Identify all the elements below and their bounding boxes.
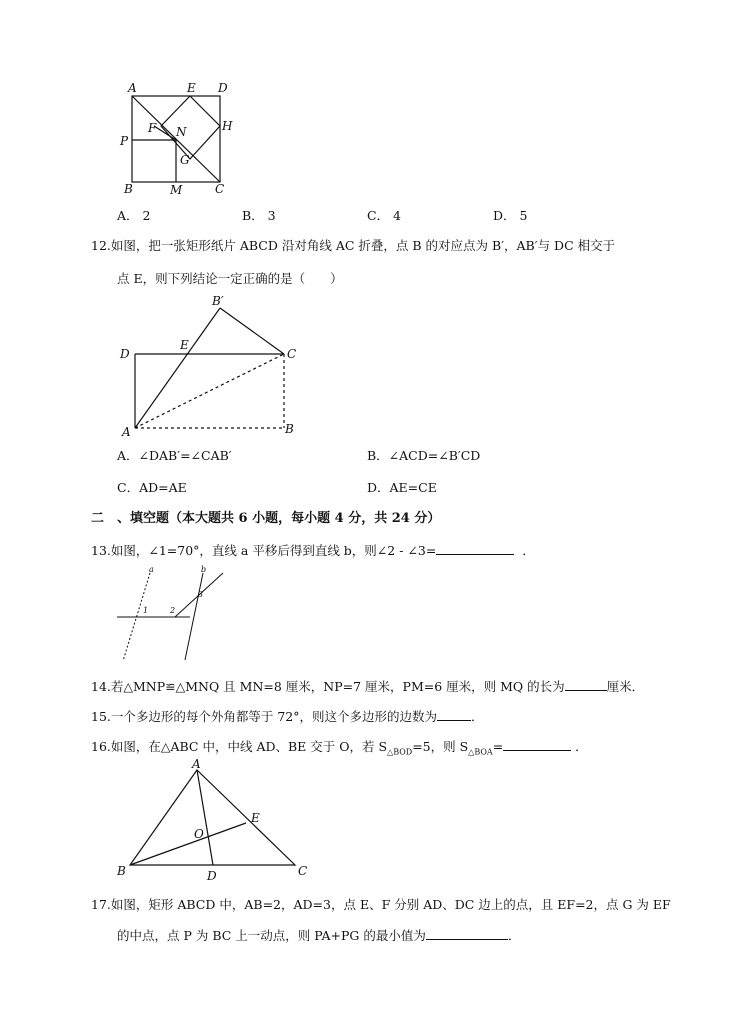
q12-label-a: A [122,425,131,439]
q16-label-c: C [298,864,308,878]
q15-question [91,708,484,725]
q15-question-tail: ． [471,709,484,724]
q11-label-p: P [120,134,129,148]
q11-label-n: N [176,125,187,139]
q13-question-text: 13.如图，∠1=70°，直线 a 平移后得到直线 b，则∠2 - ∠3= [91,543,437,558]
q16-label-d: D [207,869,217,883]
q13-label-b: b [201,565,207,574]
q17-question-text: 的中点，点 P 为 BC 上一动点，则 PA+PG 的最小值为 [117,928,426,943]
q11-option-d: D． 5 [493,208,528,223]
q15-question-text: 15.一个多边形的每个外角都等于 72°，则这个多边形的边数为 [91,709,438,724]
q12-label-b-prime: B′ [212,294,224,308]
q12-label-c: C [287,347,297,361]
q12-segment-ab-prime [135,308,220,428]
q16-text-c: = [492,739,504,754]
q13-figure [115,565,230,665]
q17-question-line1: 17.如图，矩形 ABCD 中，AB=2，AD=3，点 E、F 分别 AD、DC 边上的点，且 EF=2，点 G 为 EF [91,897,671,912]
q12-label-b: B [285,422,294,436]
q14-question [91,678,644,695]
q13-question [91,542,535,559]
q16-median-be [130,823,246,865]
q12-question-line2: 点 E，则下列结论一定正确的是（ ） [117,271,343,286]
q11-label-m: M [170,183,183,197]
q12-label-e: E [180,338,189,352]
q11-label-b: B [124,182,133,196]
q13-label-angle1: 1 [143,606,149,615]
q11-label-f: F [148,121,157,135]
q11-label-d: D [218,81,228,95]
q12-segment-b-prime-c [220,308,284,354]
q16-triangle-abc [130,770,295,865]
q11-label-h: H [222,119,233,133]
q14-question-text: 14.若△MNP≌△MNQ 且 MN=8 厘米，NP=7 厘米，PM=6 厘米，则 MQ 的长为 [91,679,565,694]
q12-option-a: A．∠DAB′=∠CAB′ [117,448,232,463]
q12-diagonal-ac [135,354,284,428]
q16-answer-blank [503,738,571,751]
q11-option-c: C． 4 [367,208,401,223]
q12-label-d: D [120,347,130,361]
q16-question [91,738,588,761]
q16-label-b: B [117,864,126,878]
q12-question-line1: 12.如图，把一张矩形纸片 ABCD 沿对角线 AC 折叠，点 B 的对应点为 B′，AB′与 DC 相交于 [91,238,616,253]
q16-median-ad [197,770,213,865]
q17-answer-blank [426,927,508,940]
q16-label-a: A [192,757,201,771]
q12-option-b: B．∠ACD=∠B′CD [367,448,481,463]
q13-question-tail: ． [522,543,535,558]
q13-label-angle3: 3 [198,590,204,599]
q16-label-e: E [251,811,260,825]
q11-figure [110,78,250,198]
q16-text-b: =5，则 S [412,739,469,754]
q13-label-angle2: 2 [170,606,176,615]
q15-answer-blank [437,708,471,721]
q11-option-a: A． 2 [117,208,151,223]
q12-option-d: D．AE=CE [367,480,437,495]
q12-figure [110,295,310,440]
q16-subscript-bod: △BOD [387,747,413,757]
q11-label-e: E [187,81,196,95]
q14-answer-blank [565,678,607,691]
q16-question-tail: ． [575,739,588,754]
q16-subscript-boa: △BOA [468,747,493,757]
q16-text-a: 16.如图，在△ABC 中，中线 AD、BE 交于 O，若 S [91,739,388,754]
q11-label-a: A [128,81,137,95]
q11-label-g: G [180,153,190,167]
q17-question-tail: ． [507,928,521,943]
q13-answer-blank [436,542,514,555]
q11-square-egh [161,96,220,159]
q11-option-b: B． 3 [242,208,276,223]
q17-question-line2 [117,927,520,944]
q16-label-o: O [194,827,204,841]
q13-label-a: a [149,565,154,574]
q12-option-c: C．AD=AE [117,480,187,495]
q11-label-c: C [215,182,225,196]
section-title-fill-in: 二 、填空题（本大题共 6 小题，每小题 4 分，共 24 分） [91,511,441,526]
q16-figure [112,757,317,883]
q14-question-tail: 厘米． [606,679,645,694]
q11-small-square [132,140,176,182]
